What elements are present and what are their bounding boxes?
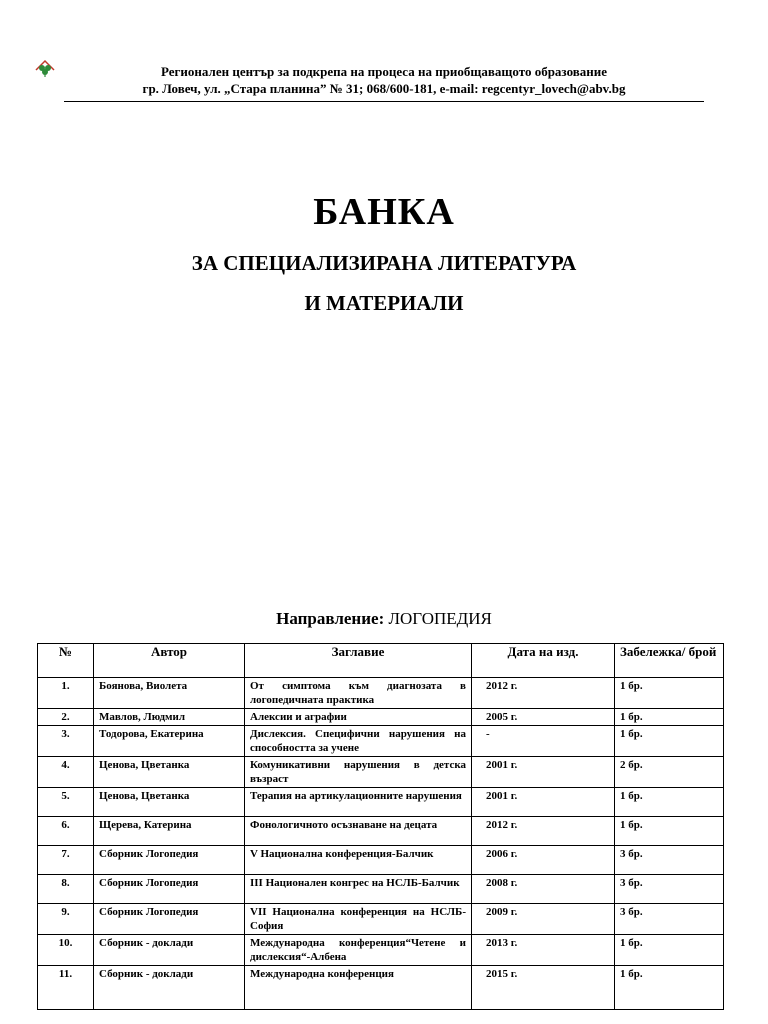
literature-table [37, 643, 724, 1010]
table-header-row [38, 644, 724, 678]
cell-note: 1 бр. [615, 935, 724, 966]
table-row [38, 817, 724, 846]
section-heading [0, 609, 768, 629]
cell-note: 1 бр. [615, 678, 724, 709]
cell-num: 5. [38, 788, 94, 817]
cell-title: VII Национална конференция на НСЛБ-София [245, 904, 472, 935]
cell-title: Терапия на артикулационните нарушения [245, 788, 472, 817]
cell-date: - [472, 726, 615, 757]
cell-note: 1 бр. [615, 966, 724, 1010]
cell-date: 2012 г. [472, 678, 615, 709]
cell-title: Дислексия. Специфични нарушения на способността за учене [245, 726, 472, 757]
subtitle-line-1: ЗА СПЕЦИАЛИЗИРАНА ЛИТЕРАТУРА [191, 251, 577, 275]
cell-author: Боянова, Виолета [94, 678, 245, 709]
cell-title: Комуникативни нарушения в детска възраст [245, 757, 472, 788]
cell-title: V Национална конференция-Балчик [245, 846, 472, 875]
header-line-1: Регионален център за подкрепа на процеса на приобщаващото образование [160, 64, 608, 79]
header-title: Заглавие [245, 644, 472, 678]
cell-num: 7. [38, 846, 94, 875]
cell-date: 2013 г. [472, 935, 615, 966]
cell-note: 2 бр. [615, 757, 724, 788]
table-row [38, 726, 724, 757]
cell-num: 3. [38, 726, 94, 757]
cell-date: 2009 г. [472, 904, 615, 935]
table-row [38, 788, 724, 817]
header-num: № [38, 644, 94, 678]
header-line-2: гр. Ловеч, ул. „Стара планина” № 31; 068/600-181, e-mail: regcentyr_lovech@abv.bg [142, 81, 626, 96]
cell-note: 1 бр. [615, 817, 724, 846]
cell-author: Сборник Логопедия [94, 904, 245, 935]
cell-note: 3 бр. [615, 904, 724, 935]
cell-num: 11. [38, 966, 94, 1010]
cell-author: Ценова, Цветанка [94, 757, 245, 788]
cell-title: III Национален конгрес на НСЛБ-Балчик [245, 875, 472, 904]
cell-date: 2012 г. [472, 817, 615, 846]
cell-author: Сборник - доклади [94, 966, 245, 1010]
table-row [38, 966, 724, 1010]
page-title: БАНКА [313, 191, 455, 233]
section-label: Направление: [276, 609, 385, 628]
cell-title: Фонологичното осъзнаване на децата [245, 817, 472, 846]
header-divider [64, 101, 704, 102]
cell-author: Ценова, Цветанка [94, 788, 245, 817]
cell-num: 10. [38, 935, 94, 966]
cell-num: 1. [38, 678, 94, 709]
cell-author: Щерева, Катерина [94, 817, 245, 846]
cell-date: 2001 г. [472, 788, 615, 817]
header-date: Дата на изд. [472, 644, 615, 678]
cell-num: 4. [38, 757, 94, 788]
cell-num: 2. [38, 709, 94, 726]
cell-author: Мавлов, Людмил [94, 709, 245, 726]
table-row [38, 935, 724, 966]
cell-author: Сборник Логопедия [94, 875, 245, 904]
cell-date: 2006 г. [472, 846, 615, 875]
cell-note: 3 бр. [615, 846, 724, 875]
cell-date: 2001 г. [472, 757, 615, 788]
cell-author: Тодорова, Екатерина [94, 726, 245, 757]
header-author: Автор [94, 644, 245, 678]
cell-note: 1 бр. [615, 788, 724, 817]
cell-note: 3 бр. [615, 875, 724, 904]
table-row [38, 709, 724, 726]
cell-note: 1 бр. [615, 709, 724, 726]
cell-num: 6. [38, 817, 94, 846]
table-row [38, 846, 724, 875]
cell-title: Международна конференция [245, 966, 472, 1010]
cell-title: Международна конференция“Четене и дислексия“-Албена [245, 935, 472, 966]
subtitle-line-2: И МАТЕРИАЛИ [304, 291, 464, 315]
table-row [38, 678, 724, 709]
cell-author: Сборник - доклади [94, 935, 245, 966]
cell-title: От симптома към диагнозата в логопедичната практика [245, 678, 472, 709]
section-value: ЛОГОПЕДИЯ [388, 609, 492, 628]
letterhead [64, 63, 704, 97]
table-row [38, 875, 724, 904]
header-note: Забележка/ брой [615, 644, 724, 678]
cell-author: Сборник Логопедия [94, 846, 245, 875]
cell-date: 2008 г. [472, 875, 615, 904]
cell-title: Алексии и аграфии [245, 709, 472, 726]
cell-date: 2005 г. [472, 709, 615, 726]
cell-num: 9. [38, 904, 94, 935]
table-row [38, 904, 724, 935]
cell-date: 2015 г. [472, 966, 615, 1010]
cell-note: 1 бр. [615, 726, 724, 757]
table-row [38, 757, 724, 788]
cell-num: 8. [38, 875, 94, 904]
clover-logo-icon [34, 58, 56, 78]
